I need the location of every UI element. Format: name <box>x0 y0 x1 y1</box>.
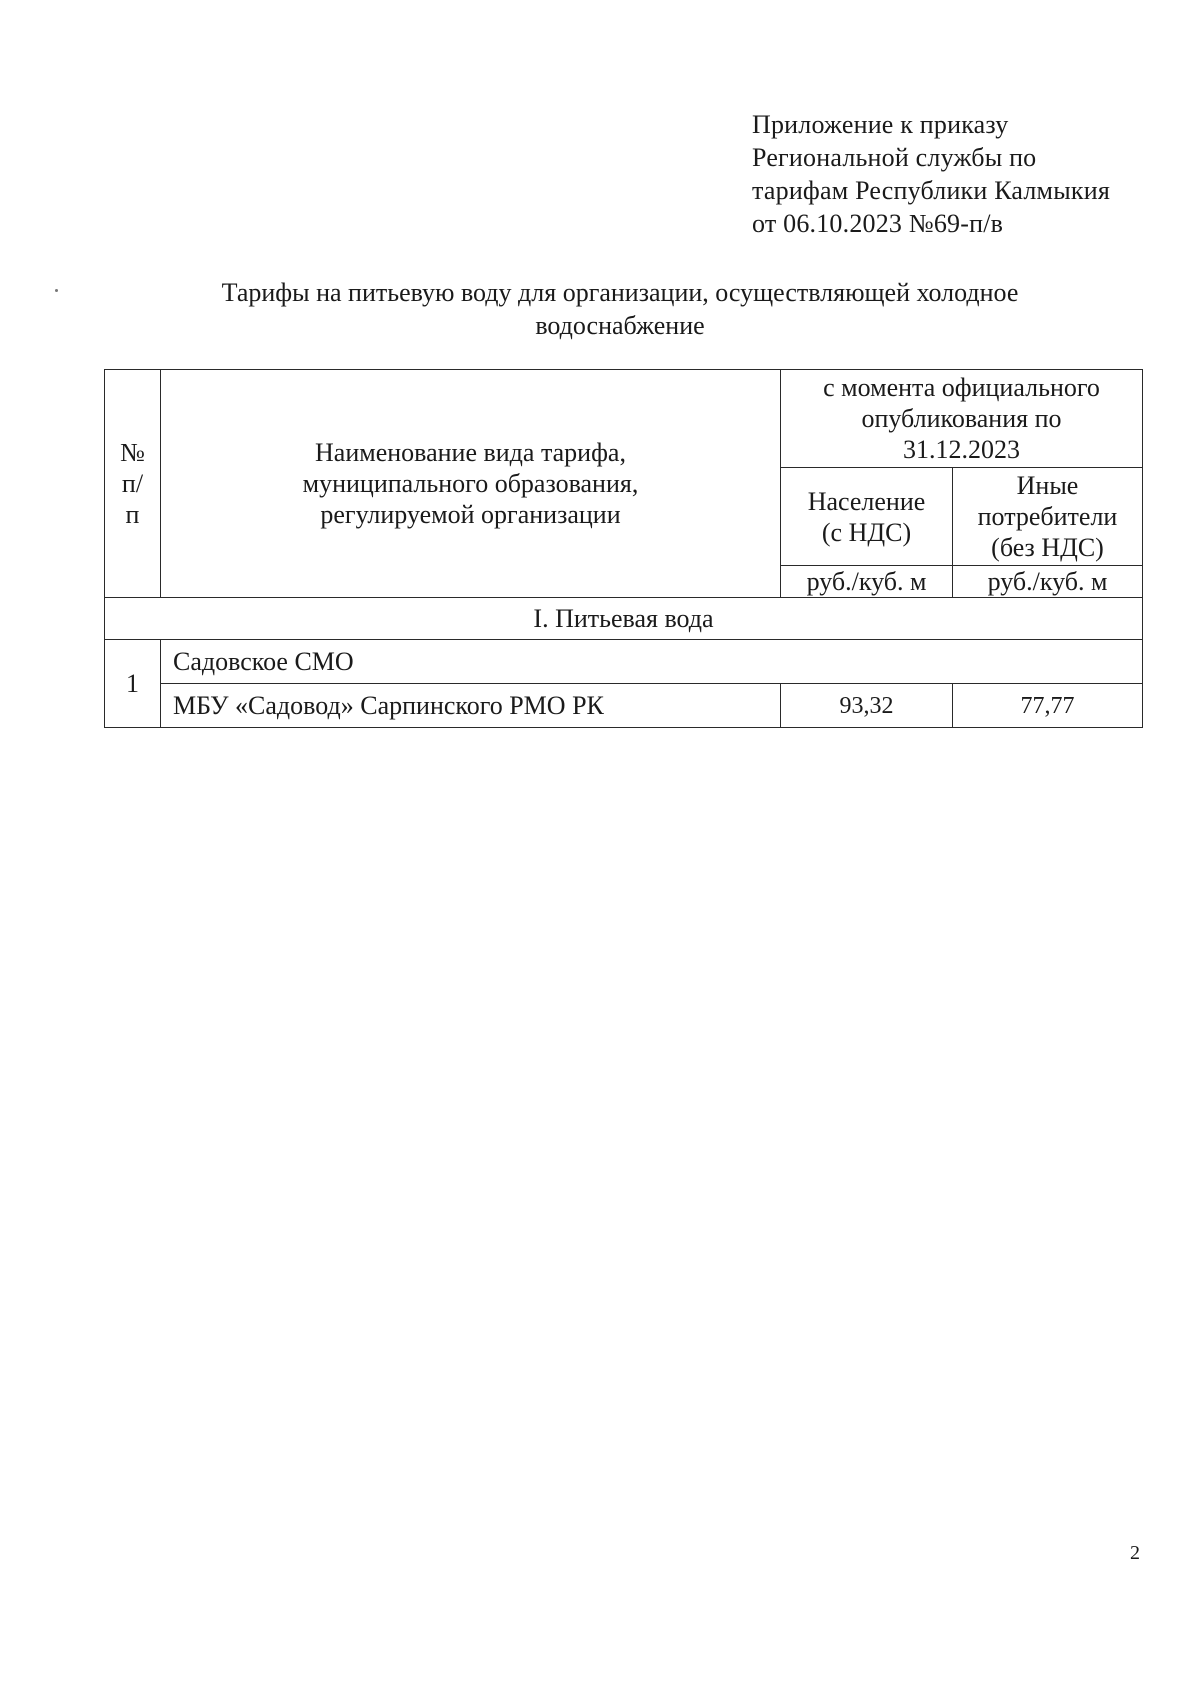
tariff-table <box>104 369 1143 728</box>
header-population-cell: Население (с НДС) <box>781 468 953 566</box>
header-number-cell: № п/ п <box>105 370 161 598</box>
appendix-line: тарифам Республики Калмыкия <box>752 176 1110 205</box>
organization-cell: МБУ «Садовод» Сарпинского РМО РК <box>161 684 781 728</box>
header-name-cell: Наименование вида тарифа, муниципального образования, регулируемой организации <box>161 370 781 598</box>
others-tariff-cell: 77,77 <box>953 684 1143 728</box>
scan-speck <box>55 289 58 292</box>
appendix-line: Приложение к приказу <box>752 110 1009 139</box>
unit-others-cell: руб./куб. м <box>953 566 1143 598</box>
population-tariff-cell: 93,32 <box>781 684 953 728</box>
document-title <box>150 276 1090 342</box>
appendix-line: Региональной службы по <box>752 143 1037 172</box>
appendix-line: от 06.10.2023 №69-п/в <box>752 209 1004 238</box>
row-number-cell: 1 <box>105 640 161 728</box>
title-line: Тарифы на питьевую воду для организации, осуществляющей холодное <box>221 278 1019 307</box>
unit-population-cell: руб./куб. м <box>781 566 953 598</box>
header-others-cell: Иные потребители (без НДС) <box>953 468 1143 566</box>
appendix-header <box>752 108 1110 240</box>
header-period-cell: с момента официального опубликования по 31.12.2023 <box>781 370 1143 468</box>
section-heading-cell: I. Питьевая вода <box>105 598 1143 640</box>
municipality-cell: Садовское СМО <box>161 640 1143 684</box>
page-number: 2 <box>1130 1542 1140 1564</box>
title-line: водоснабжение <box>535 311 705 340</box>
